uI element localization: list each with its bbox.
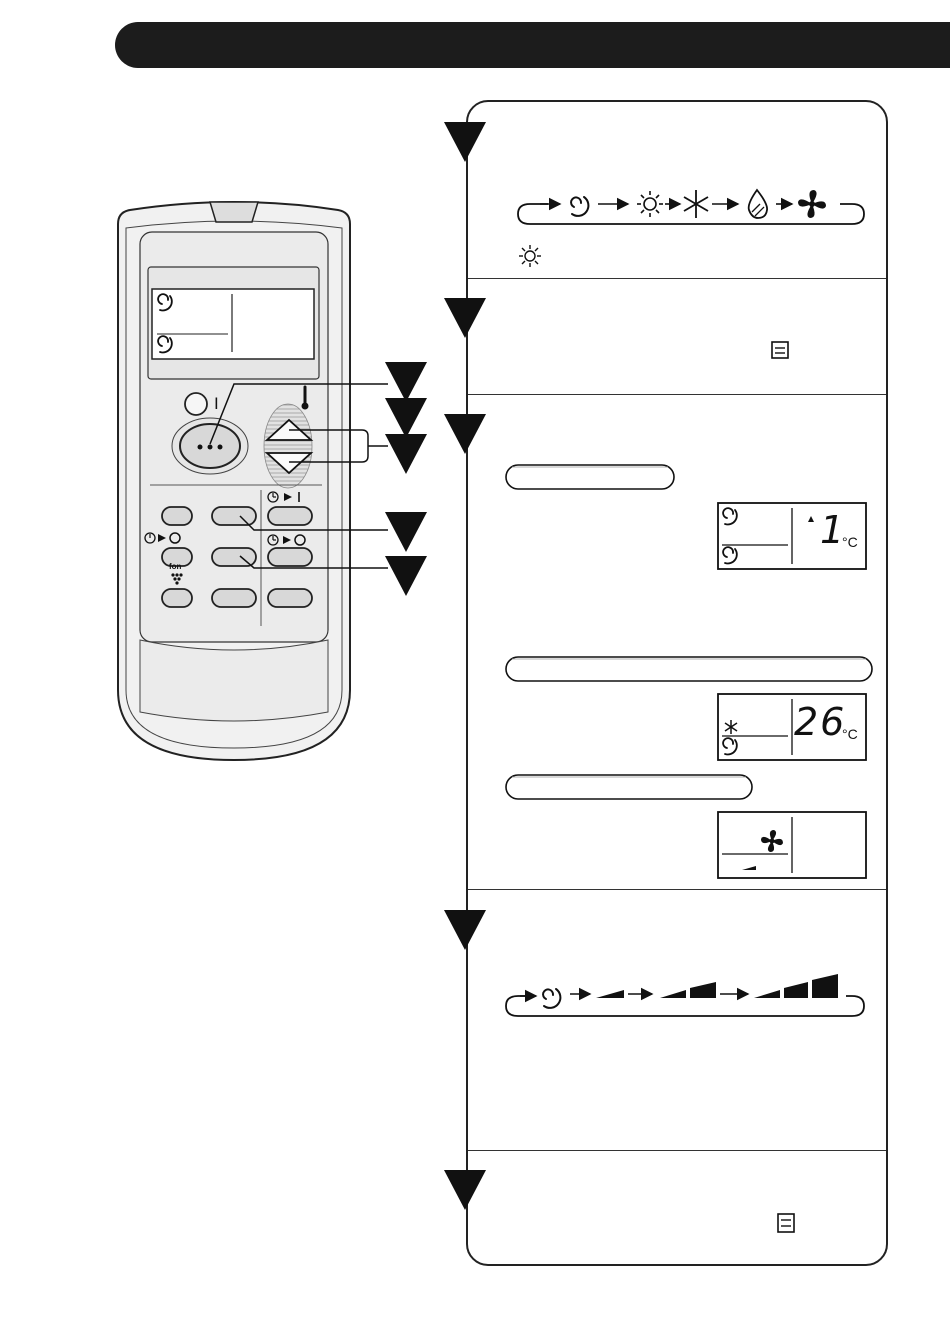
label-pill-fan: [506, 775, 752, 799]
menu-box-icon: [772, 342, 788, 358]
menu-box-icon-2: [778, 1214, 794, 1232]
lcd-fan-display: [718, 812, 866, 878]
power-label: I: [214, 394, 219, 413]
fan-mode-icon: [798, 190, 826, 218]
heat-mode-icon: [637, 191, 663, 217]
dry-mode-icon: [749, 190, 767, 218]
lcd-timer-unit: °C: [842, 534, 858, 550]
fan-speed-medium-icon: [660, 982, 716, 998]
label-pill-timer: [506, 465, 674, 489]
label-pill-temperature: [506, 657, 872, 681]
fan-speed-high-icon: [754, 974, 838, 998]
fan-speed-low-icon: [596, 990, 624, 998]
fan-button-label: fon: [169, 562, 182, 571]
cool-mode-icon: [684, 190, 708, 218]
fan-speed-cycle-diagram: [506, 974, 864, 1016]
lcd-temperature-digits: 26: [794, 700, 847, 744]
auto-mode-icon: [571, 197, 588, 216]
heat-mode-note-icon: [519, 245, 541, 267]
mode-cycle-diagram: [518, 190, 864, 224]
lcd-temperature-unit: °C: [842, 726, 858, 742]
lcd-timer-digit: 1: [820, 508, 847, 552]
auto-fan-icon: [543, 989, 560, 1008]
